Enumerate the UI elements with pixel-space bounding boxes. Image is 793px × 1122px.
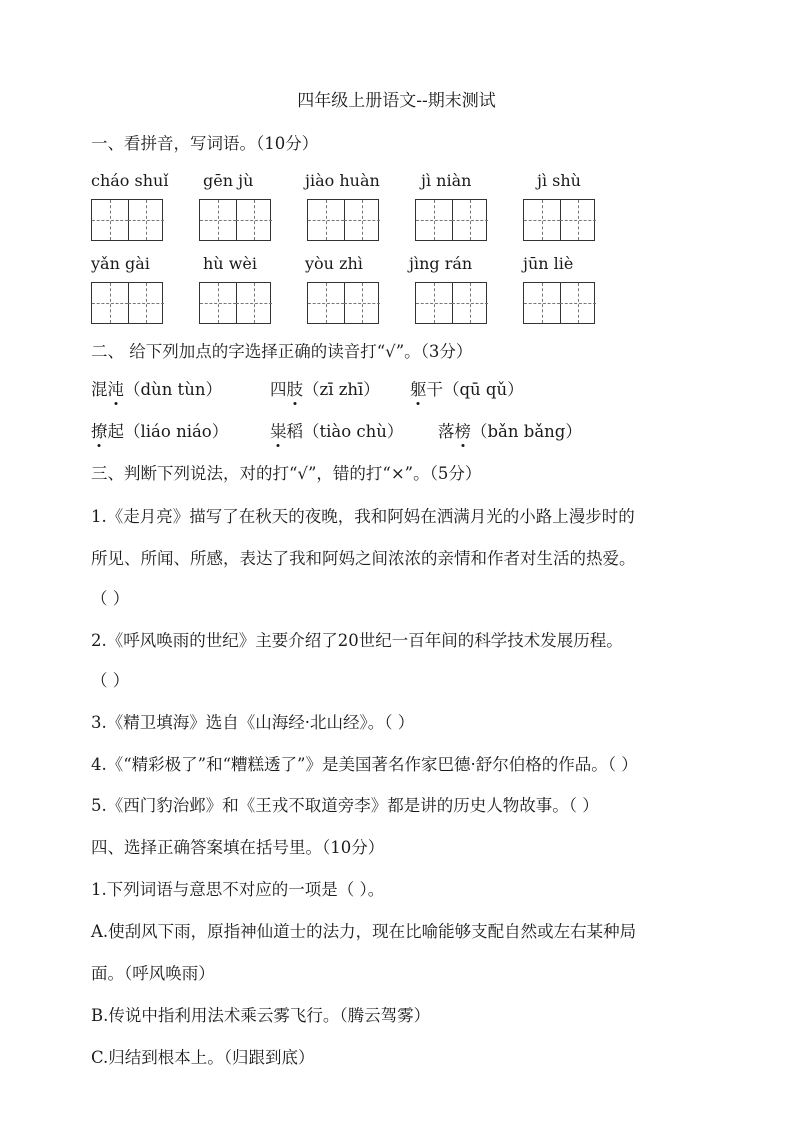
question-text: 1.下列词语与意思不对应的一项是（ ）。 bbox=[91, 880, 385, 899]
section4-heading: 四、选择正确答案填在括号里。（10分） bbox=[91, 838, 385, 857]
dotted-char: 躯 bbox=[410, 376, 427, 400]
answer-blank[interactable]: （ ） bbox=[91, 589, 130, 608]
pinyin-1-5: jì shù bbox=[537, 171, 581, 190]
dotted-char: 粜 bbox=[270, 418, 287, 442]
writing-box[interactable] bbox=[199, 199, 271, 241]
question-text: 2.《呼风唤雨的世纪》主要介绍了20世纪一百年间的科学技术发展历程。 bbox=[91, 631, 623, 650]
reading-item: 混沌（dùn tùn） bbox=[91, 376, 222, 400]
answer-blank[interactable]: （ ） bbox=[91, 671, 130, 690]
reading-item: 躯干（qū qǔ） bbox=[410, 376, 524, 400]
pinyin-2-4: jìng rán bbox=[409, 254, 473, 273]
question-text: 3.《精卫填海》选自《山海经·北山经》。（ ） bbox=[91, 713, 415, 732]
pinyin-1-2: gēn jù bbox=[203, 171, 254, 190]
pinyin-2-3: yòu zhì bbox=[305, 254, 363, 273]
options[interactable]: （zī zhī） bbox=[303, 380, 380, 399]
writing-box[interactable] bbox=[199, 282, 271, 324]
option-c: C.归结到根本上。（归跟到底） bbox=[91, 1048, 315, 1067]
writing-box[interactable] bbox=[415, 199, 487, 241]
writing-box[interactable] bbox=[523, 282, 595, 324]
reading-item: 粜稻（tiào chù） bbox=[270, 418, 403, 442]
dotted-char: 肢 bbox=[287, 376, 304, 400]
pinyin-1-3: jiào huàn bbox=[305, 171, 380, 190]
reading-item: 撩起（liáo niáo） bbox=[91, 418, 228, 442]
page-title: 四年级上册语文--期末测试 bbox=[297, 91, 496, 111]
dotted-char: 沌 bbox=[108, 376, 125, 400]
pinyin-2-2: hù wèi bbox=[203, 254, 257, 273]
pinyin-2-5: jūn liè bbox=[523, 254, 574, 273]
question-text: 5.《西门豹治邺》和《王戎不取道旁李》都是讲的历史人物故事。（ ） bbox=[91, 796, 599, 815]
pinyin-2-1: yǎn gài bbox=[91, 254, 150, 273]
options[interactable]: （bǎn bǎng） bbox=[471, 422, 582, 441]
dotted-char: 撩 bbox=[91, 418, 108, 442]
pinyin-1-1: cháo shuǐ bbox=[91, 171, 169, 190]
options[interactable]: （liáo niáo） bbox=[124, 422, 229, 441]
reading-item: 落榜（bǎn bǎng） bbox=[438, 418, 582, 442]
writing-box[interactable] bbox=[91, 199, 163, 241]
options[interactable]: （dùn tùn） bbox=[124, 380, 222, 399]
question-text: 所见、所闻、所感，表达了我和阿妈之间浓浓的亲情和作者对生活的热爱。 bbox=[91, 549, 636, 568]
question-text: 1.《走月亮》描写了在秋天的夜晚，我和阿妈在洒满月光的小路上漫步时的 bbox=[91, 507, 635, 526]
option-a-cont: 面。（呼风唤雨） bbox=[91, 964, 215, 983]
writing-box[interactable] bbox=[91, 282, 163, 324]
options[interactable]: （qū qǔ） bbox=[443, 380, 524, 399]
section1-heading: 一、看拼音，写词语。（10分） bbox=[91, 134, 319, 153]
option-b: B.传说中指利用法术乘云雾飞行。（腾云驾雾） bbox=[91, 1006, 431, 1025]
section3-heading: 三、判断下列说法，对的打“√”，错的打“×”。（5分） bbox=[91, 464, 482, 483]
writing-box[interactable] bbox=[307, 282, 379, 324]
writing-box[interactable] bbox=[415, 282, 487, 324]
writing-box[interactable] bbox=[307, 199, 379, 241]
section2-heading: 二、 给下列加点的字选择正确的读音打“√”。（3分） bbox=[91, 342, 473, 361]
dotted-char: 榜 bbox=[455, 418, 472, 442]
option-a: A.使刮风下雨，原指神仙道士的法力，现在比喻能够支配自然或左右某种局 bbox=[91, 922, 637, 941]
question-text: 4.《“精彩极了”和“糟糕透了”》是美国著名作家巴德·舒尔伯格的作品。（ ） bbox=[91, 755, 638, 774]
writing-box[interactable] bbox=[523, 199, 595, 241]
options[interactable]: （tiào chù） bbox=[303, 422, 404, 441]
reading-item: 四肢（zī zhī） bbox=[270, 376, 380, 400]
pinyin-1-4: jì niàn bbox=[421, 171, 472, 190]
